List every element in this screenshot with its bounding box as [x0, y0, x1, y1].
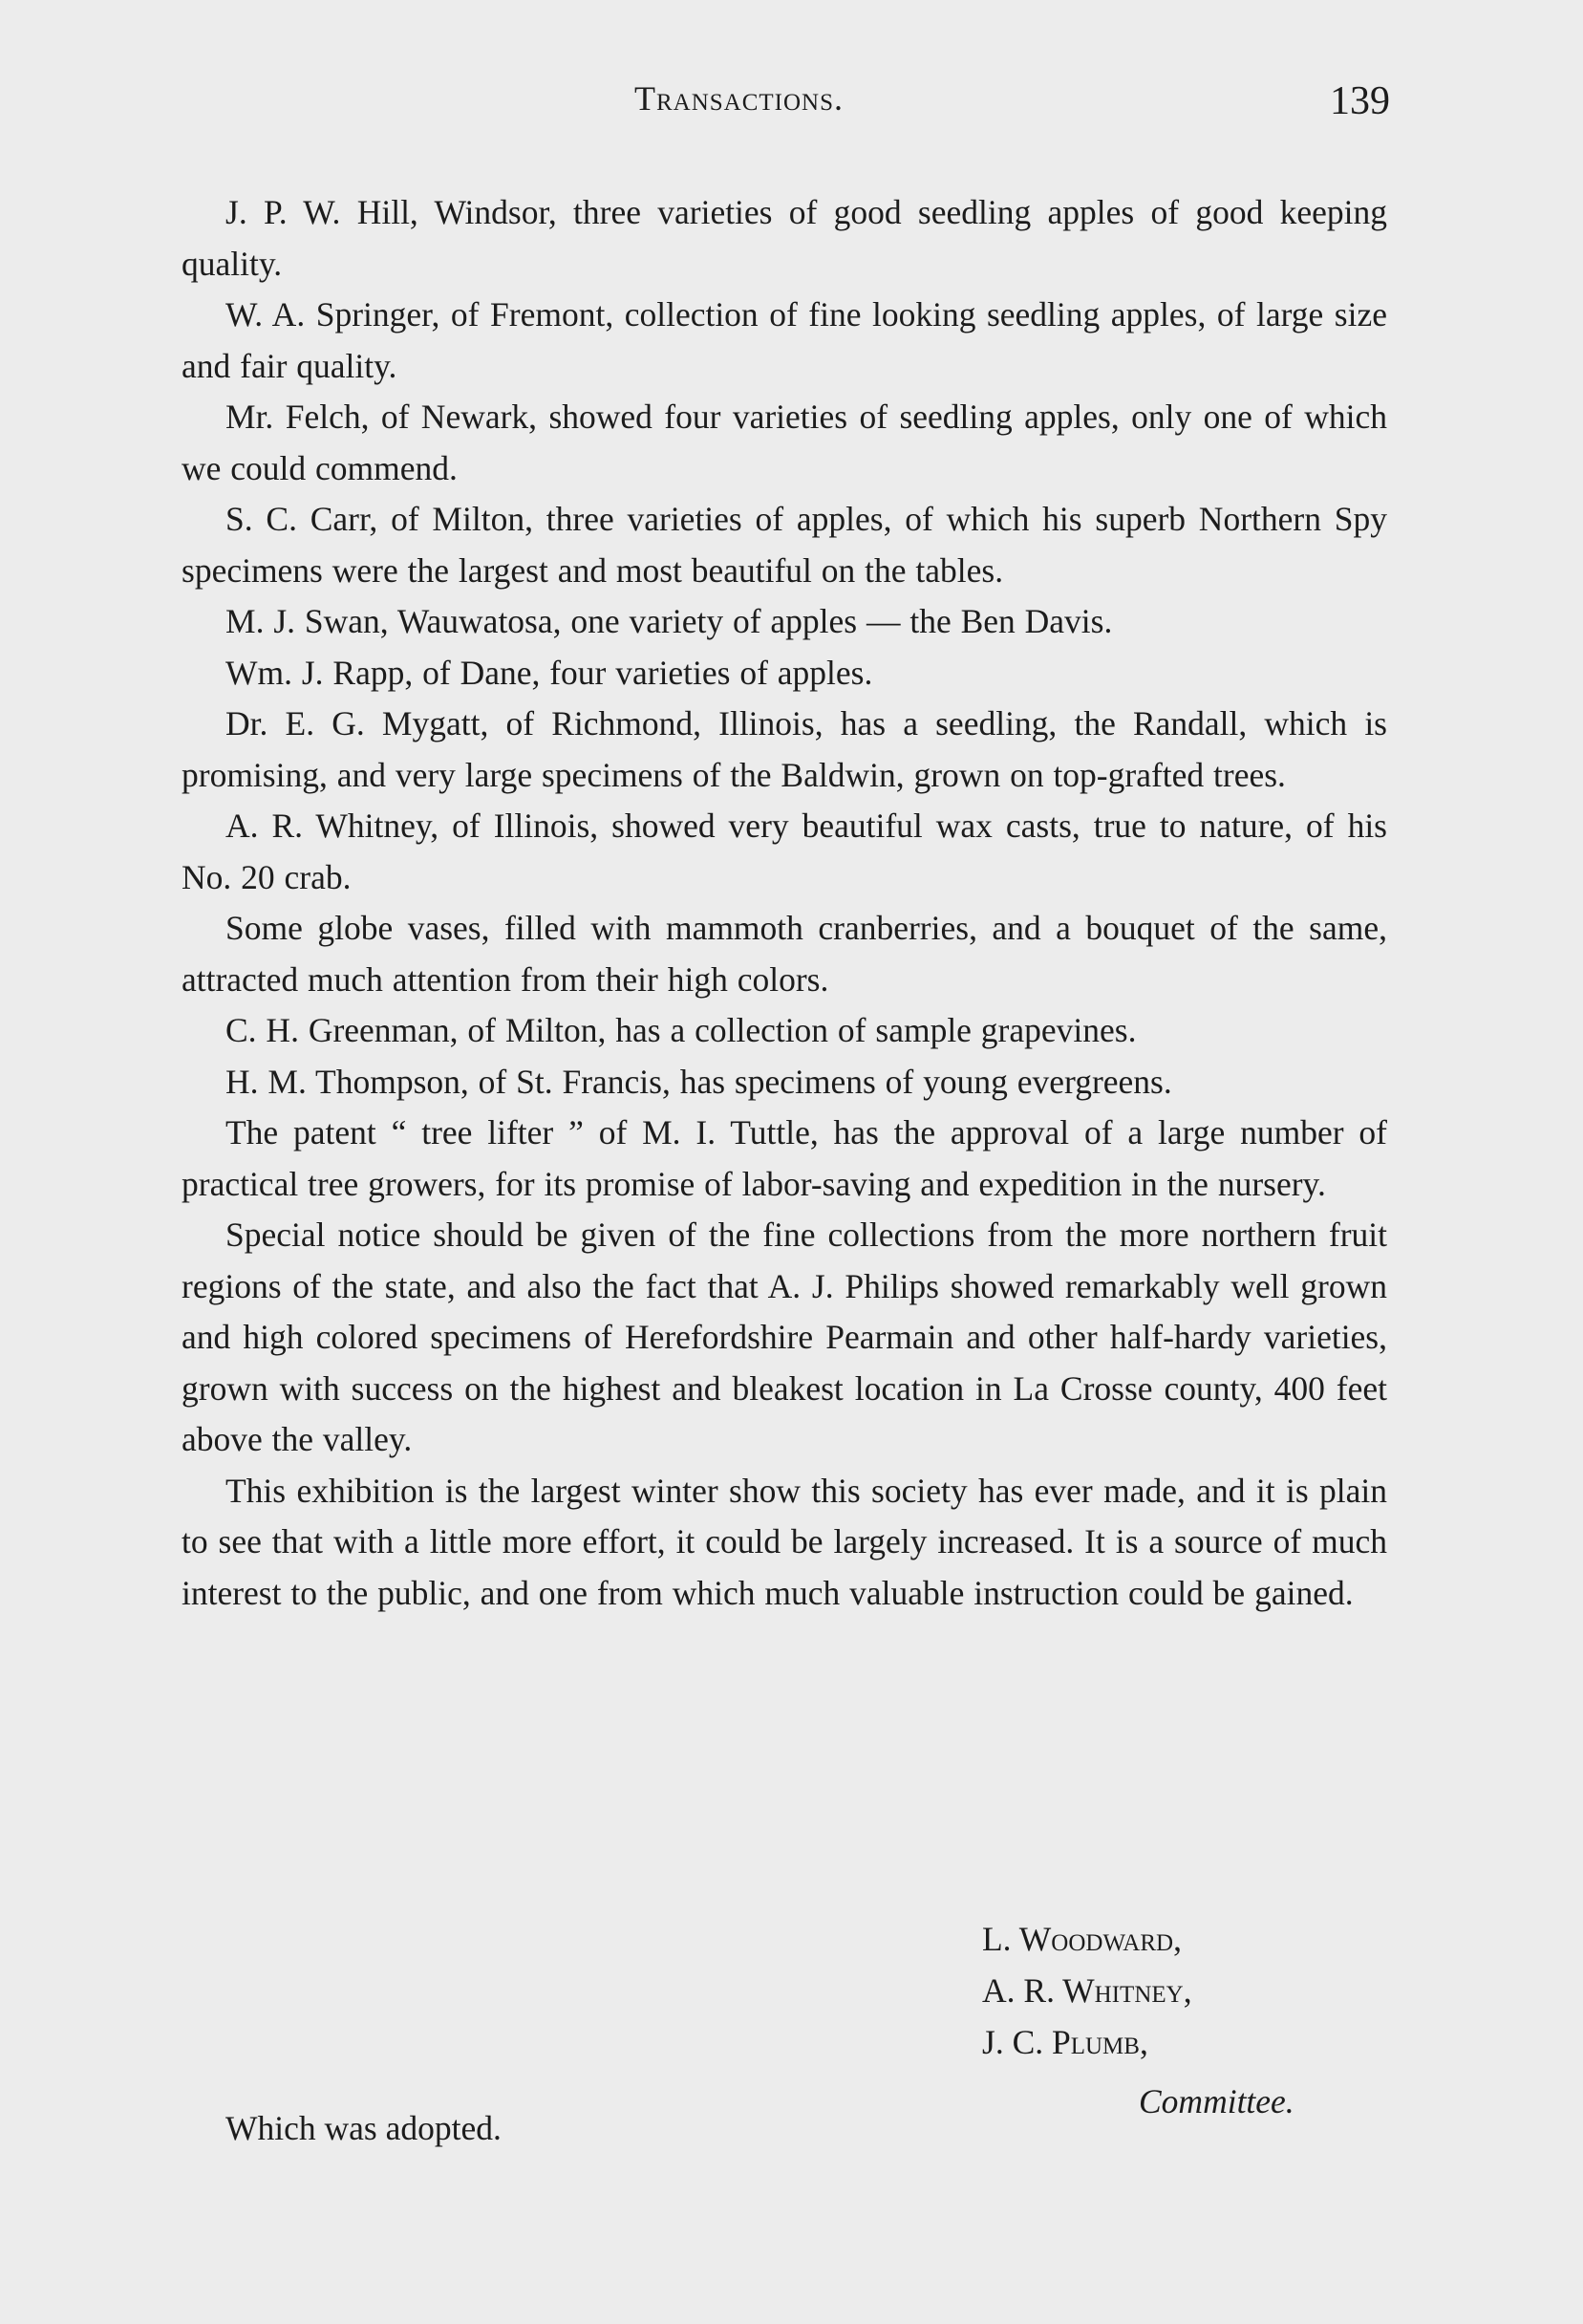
- paragraph-mygatt: Dr. E. G. Mygatt, of Richmond, Illinois, has a seedling, the Randall, which is promising, and very large specimens of the Baldwin, grown on top-grafted trees.: [182, 704, 1387, 794]
- running-title: Transactions.: [634, 79, 845, 118]
- paragraph-springer: W. A. Springer, of Fremont, collection of fine looking seedling apples, of large size and fair quality.: [182, 295, 1387, 385]
- paragraph-special-notice: Special notice should be given of the fine collections from the more northern fruit regions of the state, and also the fact that A. J. Philips showed remarkably well grown and high colored specimens of Herefordshire Pearmain and other half-hardy varieties, grown with success on the highest and bleakest location in La Crosse county, 400 feet above the valley.: [182, 1216, 1387, 1458]
- paragraph-tree-lifter: The patent “ tree lifter ” of M. I. Tuttle, has the approval of a large number of practical tree growers, for its promise of labor-saving and expedition in the nursery.: [182, 1113, 1387, 1203]
- paragraph-thompson: H. M. Thompson, of St. Francis, has specimens of young evergreens.: [225, 1062, 1172, 1101]
- signature-whitney: A. R. Whitney,: [982, 1971, 1192, 2010]
- committee-label: Committee.: [1139, 2082, 1294, 2120]
- signature-block: [982, 1913, 1383, 2068]
- paragraph-whitney: A. R. Whitney, of Illinois, showed very beautiful wax casts, true to nature, of his No. 20 crab.: [182, 807, 1387, 896]
- body-text: [182, 187, 1387, 1619]
- closing-line: Which was adopted.: [225, 2109, 502, 2147]
- signature-woodward: L. Woodward,: [982, 1920, 1182, 1958]
- signature-plumb: J. C. Plumb,: [982, 2023, 1148, 2061]
- paragraph-greenman: C. H. Greenman, of Milton, has a collection of sample grapevines.: [225, 1011, 1137, 1049]
- paragraph-carr: S. C. Carr, of Milton, three varieties of apples, of which his superb Northern Spy specimens were the largest and most beautiful on the tables.: [182, 500, 1387, 590]
- paragraph-hill: J. P. W. Hill, Windsor, three varieties of good seedling apples of good keeping quality.: [182, 193, 1387, 283]
- paragraph-felch: Mr. Felch, of Newark, showed four varieties of seedling apples, only one of which we could commend.: [182, 398, 1387, 487]
- page-header: [0, 78, 1583, 145]
- paragraph-globe-vases: Some globe vases, filled with mammoth cranberries, and a bouquet of the same, attracted much attention from their high colors.: [182, 909, 1387, 999]
- paragraph-rapp: Wm. J. Rapp, of Dane, four varieties of apples.: [225, 653, 873, 692]
- page-number: 139: [1330, 79, 1390, 123]
- paragraph-swan: M. J. Swan, Wauwatosa, one variety of apples — the Ben Davis.: [225, 602, 1113, 640]
- paragraph-exhibition: This exhibition is the largest winter show this society has ever made, and it is plain to see that with a little more effort, it could be largely increased. It is a source of much interest to the public, and one from which much valuable instruction could be gained.: [182, 1471, 1387, 1612]
